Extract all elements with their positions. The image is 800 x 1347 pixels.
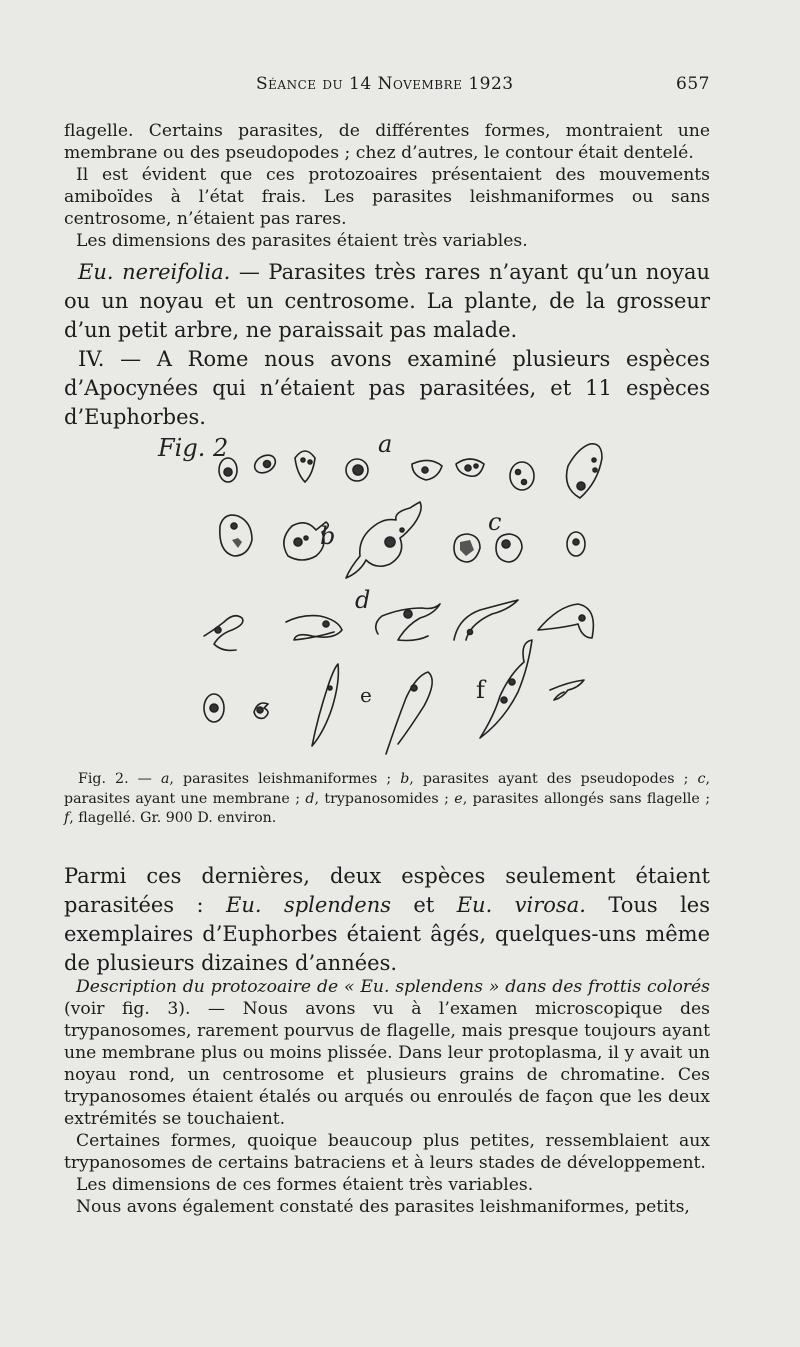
- paragraph-flagelle: flagelle. Certains parasites, de différentes formes, montraient une membrane ou des pseudopodes ; chez d’autres, le contour était dentelé.: [64, 121, 710, 163]
- figure-2: [150, 418, 630, 758]
- paragraph-nereifolia: [64, 258, 710, 345]
- header-title: Séance du 14 Novembre 1923: [256, 74, 514, 94]
- running-header: [64, 74, 710, 104]
- caption-text-f: , flagellé. Gr. 900 D. environ.: [69, 810, 277, 826]
- caption-text-b: , parasites ayant des pseudopodes ;: [409, 771, 698, 787]
- nereifolia-block: [64, 258, 710, 432]
- paragraph-parmi: [64, 862, 710, 978]
- row-d-trypanosomides: [204, 600, 593, 650]
- caption-letter-f: f: [64, 810, 70, 826]
- parmi-text-1: Parmi ces dernières, deux espèces seulement étaient parasitées :: [64, 864, 710, 917]
- figure-letter-f: f: [476, 676, 485, 704]
- caption-letter-a: a: [160, 771, 170, 787]
- species-nereifolia: Eu. nereifolia.: [78, 260, 231, 284]
- description-block: [64, 976, 710, 1218]
- species-virosa: Eu. virosa.: [456, 893, 586, 917]
- parmi-block: [64, 862, 710, 978]
- caption-text: [64, 770, 710, 829]
- caption-text-c: , parasites ayant une membrane ;: [64, 771, 710, 807]
- parmi-text-2: et: [391, 893, 457, 917]
- caption-text-e: , parasites allongés sans flagelle ;: [462, 790, 710, 807]
- description-heading-1: Description du protozoaire de «: [76, 977, 361, 997]
- description-text: (voir fig. 3). — Nous avons vu à l’examen microscopique des trypanosomes, rarement pourvus de flagelle, mais presque toujours ayant une membrane plus ou moins plissée. Dans leur protoplasma, il y avait un noyau rond, un centrosome et plusieurs grains de chromatine. Ces trypanosomes étaient étalés ou arqués ou enroulés de façon que les deux extrémités se touchaient.: [64, 999, 710, 1129]
- row-e-f-parasites: [204, 640, 584, 754]
- parmi-text-3: Tous les exemplaires d’Euphorbes étaient âgés, quelques-uns même de plusieurs dizaines d’années.: [64, 893, 710, 975]
- figure-letter-c: c: [488, 508, 502, 536]
- figure-caption: [64, 770, 710, 829]
- figure-letter-d: d: [355, 586, 371, 614]
- paragraph-description: [64, 976, 710, 1130]
- figure-letter-b: b: [320, 522, 336, 550]
- caption-text-a: , parasites leishmaniformes ;: [169, 771, 401, 787]
- paragraph-formes: Certaines formes, quoique beaucoup plus petites, ressemblaient aux trypanosomes de certains batraciens et à leurs stades de développement.: [64, 1131, 710, 1173]
- paragraph-amiboides: Il est évident que ces protozoaires présentaient des mouvements amiboïdes à l’état frais. Les parasites leishmaniformes ou sans centrosome, n’étaient pas rares.: [64, 165, 710, 229]
- caption-text-d: , trypanosomides ;: [314, 790, 455, 807]
- nereifolia-text: — Parasites très rares n’ayant qu’un noyau ou un noyau et un centrosome. La plante, de la grosseur d’un petit arbre, ne paraissait pas malade.: [64, 260, 710, 342]
- paragraph-section-iv: IV. — A Rome nous avons examiné plusieurs espèces d’Apocynées qui n’étaient pas parasitées, et 11 espèces d’Euphorbes.: [64, 347, 710, 429]
- caption-dash: —: [128, 771, 161, 787]
- top-text-block: [64, 120, 710, 252]
- paragraph-dimensions: Les dimensions des parasites étaient très variables.: [76, 231, 528, 251]
- description-heading-species: Eu. splendens: [360, 977, 483, 997]
- paragraph-leishmaniformes: Nous avons également constaté des parasites leishmaniformes, petits,: [76, 1197, 690, 1217]
- figure-letter-e: e: [360, 683, 372, 707]
- figure-drawing: [150, 418, 630, 758]
- caption-letter-b: b: [400, 771, 410, 787]
- figure-letter-a: a: [378, 430, 393, 458]
- caption-letter-c: c: [697, 771, 706, 787]
- species-splendens: Eu. splendens: [226, 893, 392, 917]
- caption-letter-d: d: [305, 790, 315, 807]
- figure-label: Fig. 2: [158, 434, 229, 462]
- row-b-c-parasites: [220, 502, 585, 578]
- paragraph-dimensions-formes: Les dimensions de ces formes étaient très variables.: [76, 1175, 534, 1195]
- row-a-parasites: [219, 444, 602, 498]
- caption-fig-label: Fig. 2.: [78, 771, 129, 787]
- caption-letter-e: e: [454, 790, 463, 807]
- description-heading-2: » dans des frottis colorés: [482, 977, 710, 997]
- page-number: 657: [676, 74, 710, 94]
